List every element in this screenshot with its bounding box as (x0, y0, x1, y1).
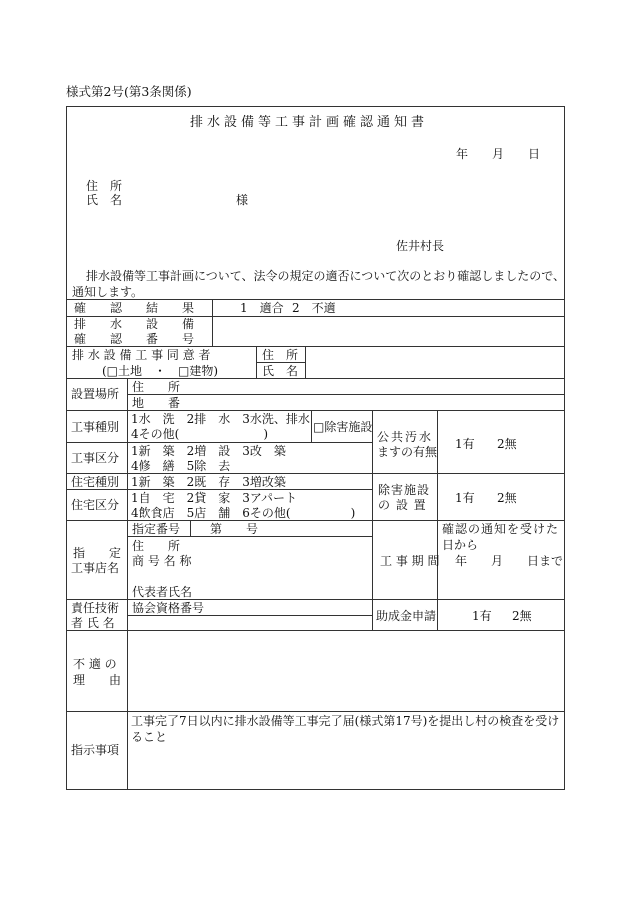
removal-facility-label-2: の 設 置 (378, 498, 427, 512)
date-year: 年 (456, 147, 469, 161)
sewer-label-1: 公共汚水 (377, 430, 434, 444)
date-month: 月 (492, 147, 505, 161)
subsidy-option-1[interactable]: 1有 (472, 609, 492, 623)
unfit-label-1: 不 適 の (73, 657, 117, 671)
period-label: 工 事 期 間 (380, 554, 440, 568)
row-line (66, 520, 565, 521)
form-title: 排水設備等工事計画確認通知書 (190, 115, 429, 130)
instruction-label: 指示事項 (71, 743, 120, 757)
col-line (372, 410, 373, 630)
instruction-line-1: 工事完了7日以内に排水設備等工事完了届(様式第17号)を提出し村の検査を受け (131, 714, 560, 728)
date-day: 日 (528, 147, 541, 161)
unfit-label-2: 理 由 (73, 673, 122, 687)
house-class-line-2: 4飲食店 5店 舗 6その他( ) (131, 506, 356, 520)
consent-name-label: 氏 名 (262, 364, 299, 378)
period-line-3: 年 月 日まで (455, 554, 564, 568)
col-line (127, 378, 128, 790)
contractor-rep-label: 代表者氏名 (132, 585, 193, 599)
house-type-line-1: 1新 築 2既 存 3増改築 (131, 475, 286, 489)
work-class-line-1: 1新 築 2増 設 3改 築 (131, 444, 286, 458)
site-label: 設置場所 (71, 387, 120, 401)
row-line (66, 346, 565, 347)
work-type-label: 工事種別 (71, 420, 120, 434)
row-line (66, 299, 565, 300)
issuer: 佐井村長 (396, 239, 445, 253)
period-line-1: 確認の通知を受けた (442, 522, 560, 536)
row-line (66, 378, 565, 379)
instruction-line-2: ること (131, 730, 168, 744)
row-line (66, 473, 565, 474)
engineer-assoc-label: 協会資格番号 (132, 601, 205, 615)
house-class-label: 住宅区分 (71, 498, 120, 512)
sewer-label-2: ますの有無 (377, 445, 438, 459)
house-class-line-1: 1自 宅 2貸 家 3アパート (131, 491, 297, 505)
recipient-address-label: 住 所 (86, 179, 123, 193)
col-line (256, 346, 257, 378)
row-line (256, 362, 305, 363)
form-label: 様式第2号(第3条関係) (66, 84, 192, 99)
col-line (437, 410, 438, 630)
consent-address-label: 住 所 (262, 348, 299, 362)
col-line (311, 410, 312, 442)
engineer-label-1: 責任技術 (71, 601, 120, 615)
site-address-label: 住 所 (132, 380, 181, 394)
work-type-removal-checkbox[interactable]: □除害施設 (313, 420, 373, 434)
row-line (66, 410, 565, 411)
sewer-option-2[interactable]: 2無 (497, 437, 517, 451)
body-text-1: 排水設備等工事計画について、法令の規定の適否について次のとおり確認しましたので、 (86, 269, 566, 283)
check-result-option-1[interactable]: 1 適合 (240, 301, 284, 315)
contractor-label-2: 工事店名 (71, 561, 120, 575)
check-result-option-2[interactable]: 2 不適 (292, 301, 336, 315)
body-text-2: 通知します。 (72, 285, 144, 299)
subsidy-label: 助成金申請 (376, 609, 437, 623)
col-line (190, 520, 191, 536)
sewer-option-1[interactable]: 1有 (455, 437, 475, 451)
subsidy-option-2[interactable]: 2無 (512, 609, 532, 623)
row-line (66, 599, 565, 600)
col-line (305, 346, 306, 378)
consent-sub: (□土地 ・ □建物) (102, 364, 219, 378)
row-line (127, 394, 565, 395)
row-line (127, 536, 372, 537)
contractor-reg-no-label: 指定番号 (132, 522, 181, 536)
col-line (212, 299, 213, 346)
row-line (66, 630, 565, 631)
work-class-label: 工事区分 (71, 451, 120, 465)
contractor-address-label: 住 所 (132, 539, 181, 553)
recipient-honorific: 様 (236, 193, 249, 207)
period-line-2: 日から (442, 538, 479, 552)
contractor-no-label: 第 号 (210, 522, 259, 536)
engineer-label-2: 者 氏 名 (71, 616, 115, 630)
work-type-line-2: 4その他( ) (131, 427, 268, 441)
work-class-line-2: 4修 繕 5除 去 (131, 459, 231, 473)
recipient-name-label: 氏 名 (86, 193, 123, 207)
consent-label: 排 水 設 備 工 事 同 意 者 (72, 348, 211, 362)
contractor-trade-name-label: 商 号 名 称 (132, 554, 192, 568)
removal-facility-option-2[interactable]: 2無 (497, 491, 517, 505)
row-line (66, 442, 372, 443)
row-line (66, 711, 565, 712)
row-line (66, 489, 372, 490)
row-line (127, 615, 372, 616)
confirm-no-label-1: 排 水 設 備 (74, 317, 195, 331)
removal-facility-option-1[interactable]: 1有 (455, 491, 475, 505)
contractor-label-1: 指 定 (73, 546, 122, 560)
house-type-label: 住宅種別 (71, 475, 120, 489)
check-result-label: 確 認 結 果 (74, 301, 195, 315)
site-lot-label: 地 番 (132, 396, 181, 410)
work-type-line-1: 1水 洗 2排 水 3水洗、排水 (131, 412, 310, 426)
removal-facility-label-1: 除害施設 (378, 483, 431, 497)
confirm-no-label-2: 確 認 番 号 (74, 332, 195, 346)
